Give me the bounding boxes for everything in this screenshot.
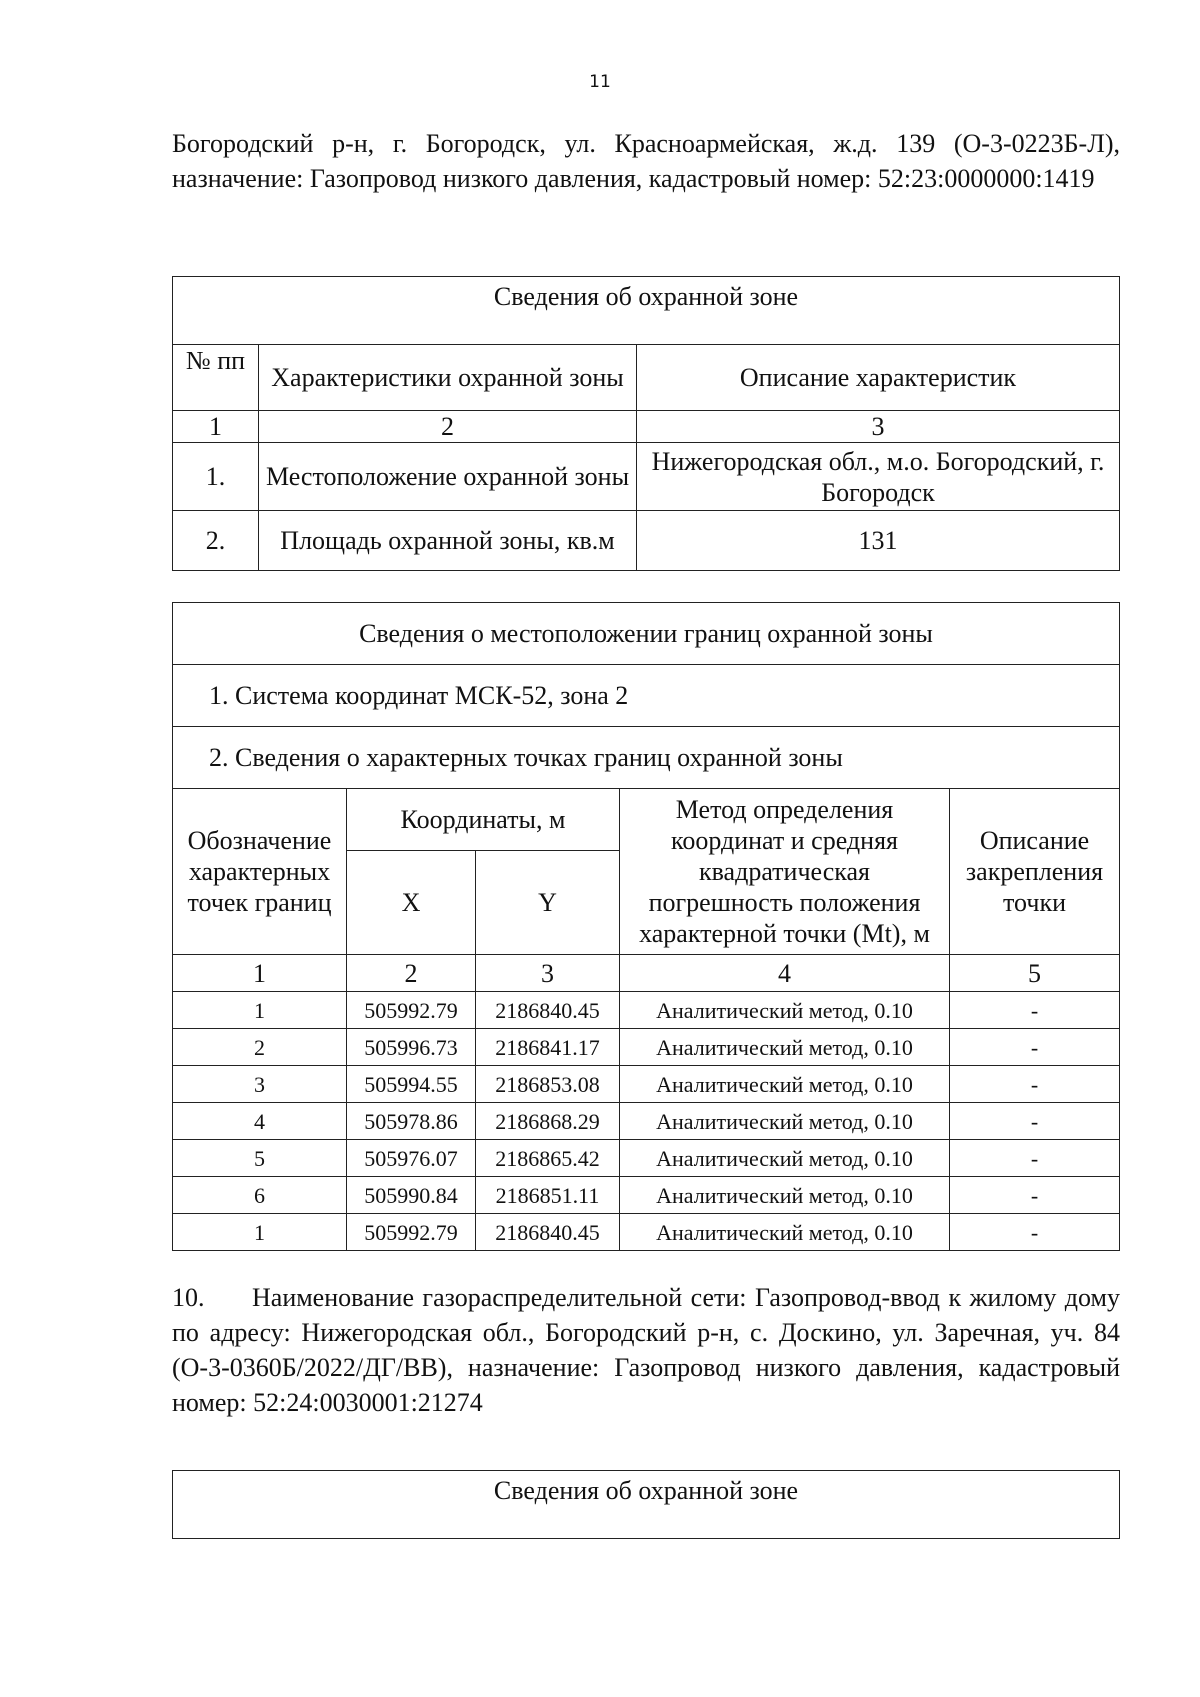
- coordinate-system-row: 1. Система координат МСК-52, зона 2: [173, 665, 1120, 727]
- point-id: 6: [173, 1177, 347, 1214]
- point-method: Аналитический метод, 0.10: [620, 1103, 950, 1140]
- point-y: 2186840.45: [476, 992, 620, 1029]
- point-y: 2186840.45: [476, 1214, 620, 1251]
- table-row: [173, 1214, 1120, 1251]
- point-x: 505976.07: [347, 1140, 476, 1177]
- table-row: [173, 992, 1120, 1029]
- point-method: Аналитический метод, 0.10: [620, 992, 950, 1029]
- point-fixing: -: [950, 1140, 1120, 1177]
- table-row: [173, 1103, 1120, 1140]
- table-row: [173, 1066, 1120, 1103]
- point-method: Аналитический метод, 0.10: [620, 1177, 950, 1214]
- coords-index-cell: 2: [347, 955, 476, 992]
- coords-index-cell: 3: [476, 955, 620, 992]
- point-id: 1: [173, 1214, 347, 1251]
- zone-row-number: 2.: [173, 511, 259, 571]
- intro-paragraph: Богородский р-н, г. Богородск, ул. Красноармейская, ж.д. 139 (О-3-0223Б-Л), назначение: Газопровод низкого давления, кадастровый номер: 52:23:0000000:1419: [172, 129, 1120, 193]
- point-y: 2186851.11: [476, 1177, 620, 1214]
- point-y: 2186868.29: [476, 1103, 620, 1140]
- point-x: 505990.84: [347, 1177, 476, 1214]
- point-id: 2: [173, 1029, 347, 1066]
- header-method: Метод определения координат и средняя квадратическая погрешность положения характерной точки (Mt), м: [620, 789, 950, 955]
- point-y: 2186865.42: [476, 1140, 620, 1177]
- coords-table-title: Сведения о местоположении границ охранной зоны: [173, 603, 1120, 665]
- point-id: 3: [173, 1066, 347, 1103]
- point-id: 5: [173, 1140, 347, 1177]
- zone-header-description: Описание характеристик: [637, 345, 1120, 411]
- point-fixing: -: [950, 1177, 1120, 1214]
- section-number: 10.: [172, 1283, 205, 1312]
- point-fixing: -: [950, 992, 1120, 1029]
- point-id: 1: [173, 992, 347, 1029]
- zone-index-cell: 1: [173, 411, 259, 443]
- point-method: Аналитический метод, 0.10: [620, 1214, 950, 1251]
- coords-index-cell: 4: [620, 955, 950, 992]
- table-row: [173, 1177, 1120, 1214]
- zone-row-number: 1.: [173, 443, 259, 511]
- page-number: 11: [589, 72, 611, 92]
- zone-row-characteristic: Местоположение охранной зоны: [259, 443, 637, 511]
- point-method: Аналитический метод, 0.10: [620, 1066, 950, 1103]
- point-method: Аналитический метод, 0.10: [620, 1029, 950, 1066]
- coords-index-cell: 5: [950, 955, 1120, 992]
- zone-row-value: 131: [637, 511, 1120, 571]
- header-coordinates: Координаты, м: [347, 789, 620, 851]
- zone-table-title: Сведения об охранной зоне: [173, 277, 1120, 345]
- point-y: 2186853.08: [476, 1066, 620, 1103]
- zone-header-characteristics: Характеристики охранной зоны: [259, 345, 637, 411]
- header-x: X: [347, 851, 476, 955]
- point-x: 505978.86: [347, 1103, 476, 1140]
- section-10-paragraph: [172, 1280, 1120, 1420]
- coords-index-cell: 1: [173, 955, 347, 992]
- boundary-coordinates-table: [172, 602, 1120, 1251]
- header-fixing: Описание закрепления точки: [950, 789, 1120, 955]
- point-fixing: -: [950, 1029, 1120, 1066]
- protection-zone-table-2: [172, 1470, 1120, 1539]
- table-row: [173, 1140, 1120, 1177]
- point-x: 505992.79: [347, 1214, 476, 1251]
- point-id: 4: [173, 1103, 347, 1140]
- point-y: 2186841.17: [476, 1029, 620, 1066]
- section-10-text: Наименование газораспределительной сети: Газопровод-ввод к жилому дому по адресу: Нижегородская обл., Богородский р-н, с. Доскино, ул. Заречная, уч. 84 (О-3-0360Б/2022/ДГ/ВВ), назначение: Газопровод низкого давления, кадастровый номер: 52:24:0030001:21274: [172, 1283, 1120, 1417]
- table-row: [173, 1029, 1120, 1066]
- point-fixing: -: [950, 1214, 1120, 1251]
- point-method: Аналитический метод, 0.10: [620, 1140, 950, 1177]
- table-row: [173, 511, 1120, 571]
- point-fixing: -: [950, 1066, 1120, 1103]
- table-row: [173, 443, 1120, 511]
- header-y: Y: [476, 851, 620, 955]
- header-designation: Обозначение характерных точек границ: [173, 789, 347, 955]
- zone-row-value: Нижегородская обл., м.о. Богородский, г. Богородск: [637, 443, 1120, 511]
- point-x: 505996.73: [347, 1029, 476, 1066]
- zone-index-cell: 2: [259, 411, 637, 443]
- point-fixing: -: [950, 1103, 1120, 1140]
- point-x: 505992.79: [347, 992, 476, 1029]
- zone-index-cell: 3: [637, 411, 1120, 443]
- zone-header-number: № пп: [173, 345, 259, 411]
- protection-zone-table: [172, 276, 1120, 571]
- zone-table-2-title: Сведения об охранной зоне: [173, 1471, 1120, 1539]
- points-title-row: 2. Сведения о характерных точках границ охранной зоны: [173, 727, 1120, 789]
- zone-row-characteristic: Площадь охранной зоны, кв.м: [259, 511, 637, 571]
- point-x: 505994.55: [347, 1066, 476, 1103]
